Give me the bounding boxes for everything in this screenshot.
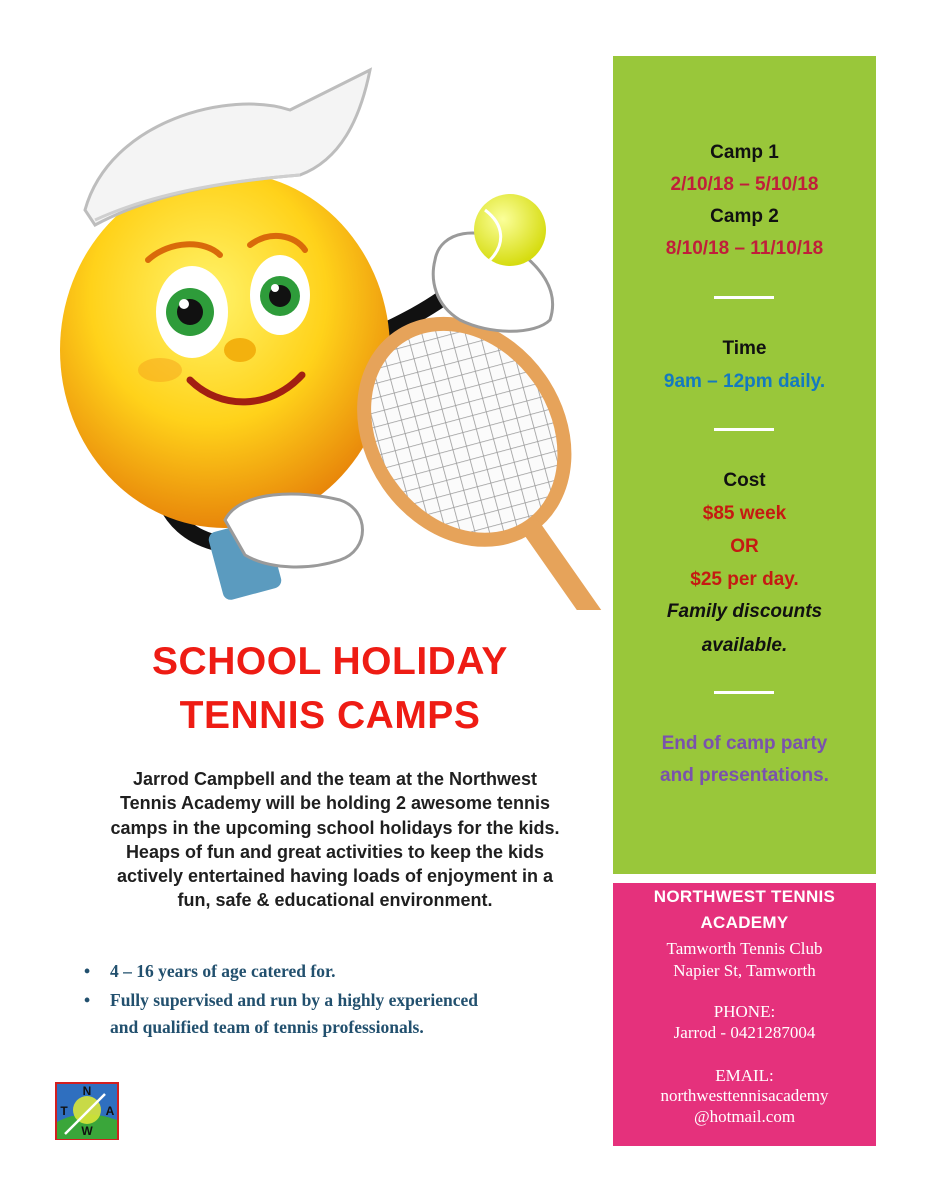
- camp-1-label: Camp 1: [710, 142, 779, 163]
- camp-1-dates: 2/10/18 – 5/10/18: [670, 174, 819, 195]
- bullet-marker: •: [84, 961, 91, 981]
- cost-or: OR: [730, 536, 759, 557]
- camp-description: [55, 767, 615, 913]
- logo-letter-n: N: [82, 1084, 92, 1098]
- description-line: actively entertained having loads of enjoyment in a: [116, 866, 554, 887]
- email-line-2: @hotmail.com: [693, 1107, 796, 1126]
- email-label: EMAIL:: [715, 1066, 774, 1085]
- party-line-1: End of camp party: [661, 733, 828, 754]
- cost-day: $25 per day.: [690, 569, 799, 590]
- feature-bullet-list: [80, 958, 600, 1043]
- club-name: Tamworth Tennis Club: [666, 939, 823, 958]
- headline-line-2: TENNIS CAMPS: [179, 694, 481, 737]
- camp-2-label: Camp 2: [710, 206, 779, 227]
- bullet-text: and qualified team of tennis professionals.: [110, 1017, 424, 1037]
- org-name-line-2: ACADEMY: [700, 913, 789, 932]
- cost-label: Cost: [723, 470, 766, 491]
- description-line: Jarrod Campbell and the team at the Northwest: [132, 769, 538, 789]
- contact-panel: [613, 883, 876, 1146]
- phone-label: PHONE:: [713, 1002, 776, 1021]
- bullet-item: [80, 987, 600, 1041]
- org-name-line-1: NORTHWEST TENNIS: [653, 887, 836, 906]
- camp-info-panel: [613, 56, 876, 874]
- bullet-text: Fully supervised and run by a highly experienced: [110, 990, 479, 1010]
- description-line: Heaps of fun and great activities to keep the kids: [125, 841, 545, 862]
- bullet-item: [80, 958, 600, 985]
- camp-2-dates: 8/10/18 – 11/10/18: [665, 238, 824, 259]
- description-line: Tennis Academy will be holding 2 awesome tennis: [119, 793, 551, 814]
- description-line: fun, safe & educational environment.: [177, 890, 493, 911]
- divider: [714, 296, 774, 299]
- party-line-2: and presentations.: [660, 765, 829, 786]
- club-address: Napier St, Tamworth: [673, 961, 816, 980]
- logo-letter-w: W: [81, 1124, 93, 1138]
- logo-letter-a: A: [105, 1104, 115, 1118]
- tennis-ball-mascot-illustration: [40, 50, 610, 610]
- email-line-1: northwesttennisacademy: [660, 1086, 829, 1105]
- description-line: camps in the upcoming school holidays for the kids.: [110, 817, 560, 838]
- headline-line-1: SCHOOL HOLIDAY: [152, 640, 508, 683]
- time-value: 9am – 12pm daily.: [663, 371, 826, 392]
- discount-line-1: Family discounts: [666, 601, 823, 622]
- logo-letter-t: T: [60, 1104, 68, 1118]
- time-label: Time: [722, 338, 767, 359]
- academy-logo: [55, 1082, 119, 1140]
- cost-week: $85 week: [702, 503, 787, 524]
- phone-number: Jarrod - 0421287004: [673, 1023, 816, 1042]
- divider: [714, 428, 774, 431]
- divider: [714, 691, 774, 694]
- bullet-text: 4 – 16 years of age catered for.: [110, 961, 336, 981]
- bullet-marker: •: [84, 990, 91, 1010]
- discount-line-2: available.: [701, 635, 788, 656]
